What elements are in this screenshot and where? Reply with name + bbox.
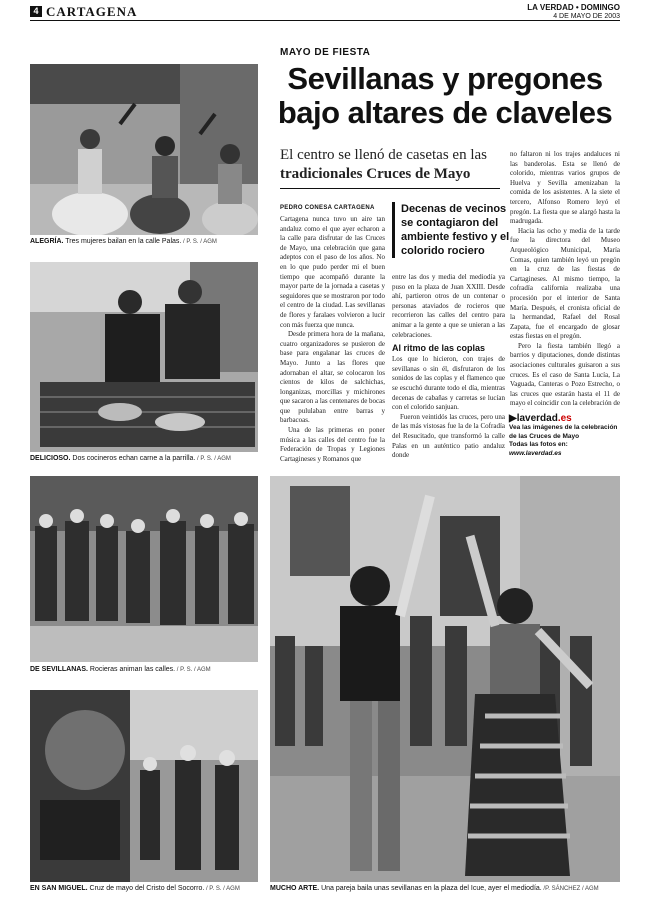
body-column-3 <box>510 150 620 410</box>
page-number: 4 <box>30 6 42 17</box>
paragraph: Desde primera hora de la mañana, cuatro organizadores se pusieron de base para engalanar las cruces de Mayo. Junto a las flores que adornaban el altar, se colocaron los cientos de kilos de salchichas, longanizas, morcillas y michirones que sacaron a las centenares de bocas que pululaban entre barras y barbacoas. <box>280 330 385 425</box>
web-promo <box>509 413 621 458</box>
caption-2: DELICIOSO. Dos cocineros echan carne a la parrilla. / P. S. / AGM <box>30 455 231 462</box>
play-icon: ▶ <box>509 413 517 424</box>
photo-rocieras <box>30 476 258 662</box>
headline-line-1: Sevillanas y pregones <box>287 61 603 96</box>
newspaper-name: LA VERDAD • DOMINGO <box>527 3 620 12</box>
paragraph: Pero la fiesta también llegó a barrios y diputaciones, donde distintas asociaciones culturales guisaron a sus cruces. Es el caso de Santa Lucía, La Vaguada, Canteras o Pozo Estrecho, o las cruces que estarán hasta el 11 de mayo el coincidir con la celebración de <box>510 341 620 408</box>
caption-4: EN SAN MIGUEL. Cruz de mayo del Cristo del Socorro. / P. S. / AGM <box>30 885 240 892</box>
issue-date: 4 DE MAYO DE 2003 <box>553 13 620 20</box>
promo-text: Vea las imágenes de la celebración de las Cruces de Mayo <box>509 424 618 440</box>
paragraph: Los que lo hicieron, con trajes de sevillanas o sin él, disfrutaron de los sonidos de las coplas y el flamenco que se escuchó durante todo el día, mientras decenas de cabañas y carretas se lucían con el colorido sanjuan. <box>392 355 505 412</box>
subhead-rule <box>280 188 500 189</box>
photo-cooks-grill <box>30 262 258 452</box>
body-column-1 <box>280 215 385 465</box>
kicker: MAYO DE FIESTA <box>280 47 371 58</box>
photo-couple-dancing <box>270 476 620 882</box>
subheadline: El centro se llenó de casetas en las tradicionales Cruces de Mayo <box>280 147 487 182</box>
paragraph: entre las dos y media del mediodía ya puso en la plaza de Juan XXIII. Desde ahí, partieron otros de un contenar o personas ataviados de rocieros que recorrieron las calles del centro para animar a la gente a que se unieran a las celebraciones. <box>392 273 505 339</box>
pull-quote: Decenas de vecinos se contagiaron del ambiente festivo y el colorido rociero <box>392 202 516 258</box>
caption-5: MUCHO ARTE. Una pareja baila unas sevillanas en la plaza del Icue, ayer el mediodía. /P. SÁNCHEZ / AGM <box>270 885 599 892</box>
paragraph: Hacia las ocho y media de la tarde fue la directora del Museo Arqueológico Municipal, María Comas, quien también leyó un pregón en la cruz de las fiestas de Cartagineses. Al mismo tiempo, la cofradía california realizaba una procesión por el interior de Santa María. Después, el cronista oficial de la hermandad, Rafael del Rosal Zapata, fue el encargado de glosar estas fiestas en el pregón. <box>510 226 620 341</box>
paragraph: Cartagena nunca tuvo un aire tan andaluz como el que ayer echaron a la calle para disfrutar de las Cruces de Mayo, una celebración que gana adeptos con el paso de los años. No en lo que pudo perder mi el buen tiempo que acompañó durante la mayor parte de la jornada a casetas y seguidores que se mostraron por todo el centro de la ciudad. Las sevillanas de flores y faralaes volvieron a lucir con más fuerza que nunca. <box>280 215 385 329</box>
byline: PEDRO CONESA CARTAGENA <box>280 205 375 211</box>
section-name: CARTAGENA <box>46 4 138 19</box>
caption-3: DE SEVILLANAS. Rocieras animan las calles. / P. S. / AGM <box>30 666 211 673</box>
photo-dancers-palas <box>30 64 258 235</box>
promo-text-2: Todas las fotos en: <box>509 441 568 448</box>
caption-1: ALEGRÍA. Tres mujeres bailan en la calle Palas. / P. S. / AGM <box>30 238 217 245</box>
headline-line-2: bajo altares de claveles <box>277 95 613 130</box>
header-rule <box>30 20 620 21</box>
site-logo: ▶laverdad.es <box>509 413 572 424</box>
headline <box>270 62 620 130</box>
paragraph: Fueron veintidós las cruces, pero una de las más vistosas fue la de la Cofradía del Resucitado, que transformó la calle Palas en un auténtico patio andaluz donde <box>392 412 505 460</box>
section-heading: Al ritmo de las coplas <box>392 343 486 354</box>
paragraph: Una de las primeras en poner música a las calles del centro fue la Federación de Tropas y Legiones Cartagineses y Romanos que <box>280 426 385 463</box>
paragraph: no faltaron ni los trajes andaluces ni las banderolas. Esta se llenó de colorido, mientras varios grupos de Huelva y Sevilla amenizaban la comida de los asistentes. A la siete el tercero, Alfonso Romero leyó el pregón. La fiesta que se alargó hasta la madrugada. <box>510 150 620 226</box>
photo-cruz-san-miguel <box>30 690 258 882</box>
promo-url[interactable]: www.laverdad.es <box>509 449 562 457</box>
body-column-2 <box>392 273 505 465</box>
